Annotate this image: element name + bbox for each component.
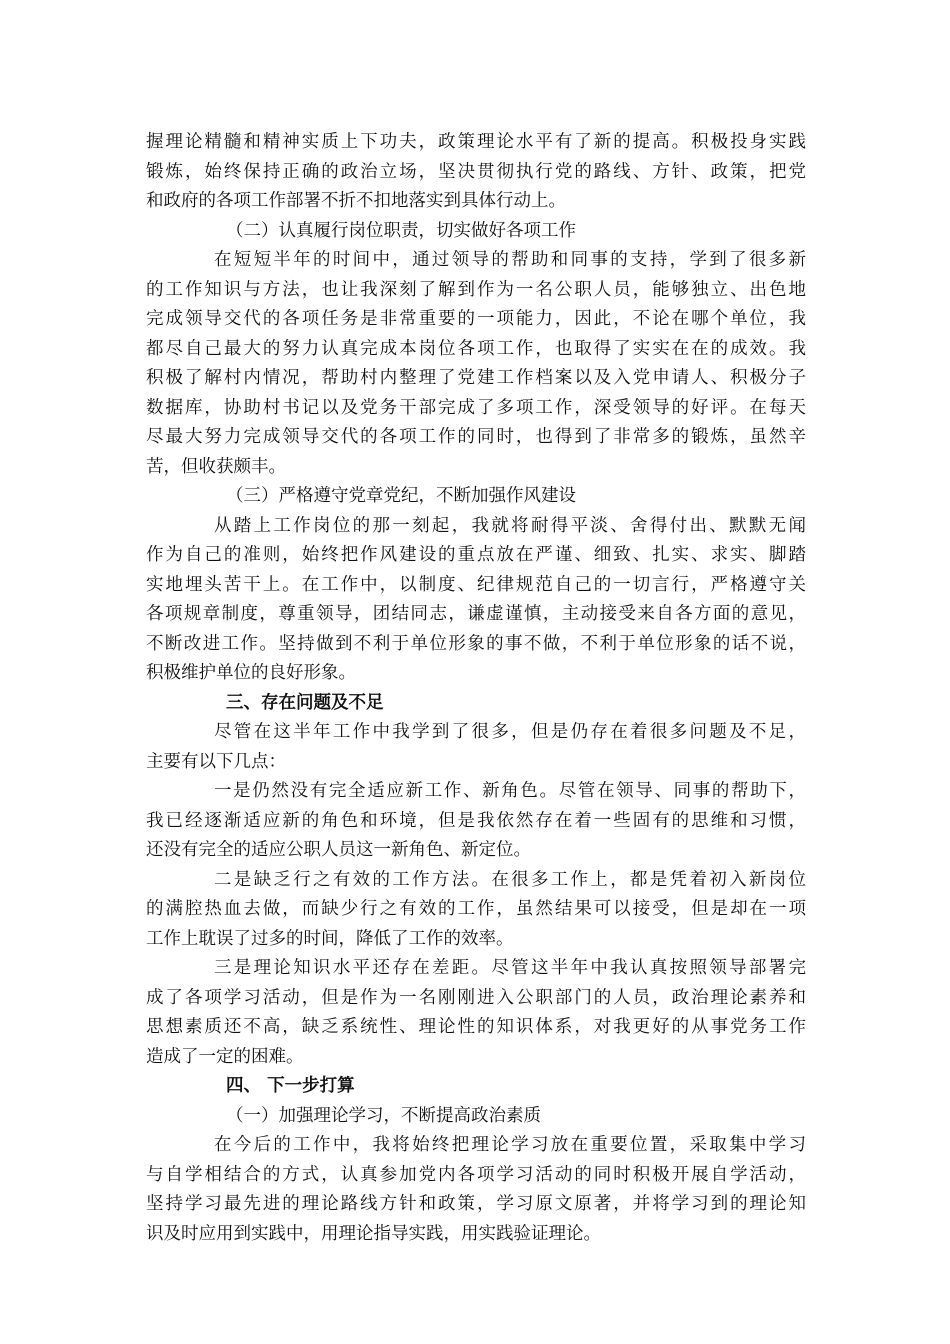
text-line: 的工作知识与方法，也让我深刻了解到作为一名公职人员，能够独立、出色地	[146, 279, 806, 300]
text-line: 识及时应用到实践中，用理论指导实践，用实践验证理论。	[146, 1223, 601, 1244]
text-line: 从踏上工作岗位的那一刻起，我就将耐得平淡、舍得付出、默默无闻	[214, 515, 806, 536]
text-line: 二是缺乏行之有效的工作方法。在很多工作上，都是凭着初入新岗位	[214, 869, 806, 890]
text-line: 都尽自己最大的努力认真完成本岗位各项工作，也取得了实实在在的成效。我	[146, 338, 806, 359]
text-line: 各项规章制度，尊重领导，团结同志，谦虚谨慎，主动接受来自各方面的意见，	[146, 604, 806, 624]
text-line: 三是理论知识水平还存在差距。尽管这半年中我认真按照领导部署完	[214, 958, 806, 978]
text-line: 尽管在这半年工作中我学到了很多，但是仍存在着很多问题及不足，	[214, 722, 806, 742]
text-line: 数据库，协助村书记以及党务干部完成了多项工作，深受领导的好评。在每天	[146, 397, 806, 418]
text-line: 与自学相结合的方式，认真参加党内各项学习活动的同时积极开展自学活动，	[146, 1164, 806, 1185]
section-heading: 四、 下一步打算	[226, 1076, 355, 1096]
text-line: 在短短半年的时间中，通过领导的帮助和同事的支持，学到了很多新	[214, 250, 806, 270]
text-line: 锻炼，始终保持正确的政治立场，坚决贯彻执行党的路线、方针、政策，把党	[146, 161, 806, 182]
text-line: 成了各项学习活动，但是作为一名刚刚进入公职部门的人员，政治理论素养和	[146, 987, 806, 1008]
text-line: 完成领导交代的各项任务是非常重要的一项能力，因此，不论在哪个单位，我	[146, 309, 806, 329]
text-line: 还没有完全的适应公职人员这一新角色、新定位。	[146, 840, 531, 860]
text-line: 工作上耽误了过多的时间，降低了工作的效率。	[146, 928, 514, 949]
text-line: 一是仍然没有完全适应新工作、新角色。尽管在领导、同事的帮助下，	[214, 781, 806, 801]
document-body	[146, 128, 806, 1249]
text-line: 思想素质还不高，缺乏系统性、理论性的知识体系，对我更好的从事党务工作	[146, 1017, 806, 1037]
text-line: 主要有以下几点：	[146, 751, 286, 772]
text-line: 的满腔热血去做，而缺少行之有效的工作，虽然结果可以接受，但是却在一项	[146, 899, 806, 919]
text-line: 尽最大努力完成领导交代的各项工作的同时，也得到了非常多的锻炼，虽然辛	[146, 427, 806, 447]
text-line: 作为自己的准则，始终把作风建设的重点放在严谨、细致、扎实、求实、脚踏	[146, 545, 806, 565]
text-line: （三）严格遵守党章党纪，不断加强作风建设	[226, 486, 576, 506]
section-heading: 三、存在问题及不足	[226, 692, 384, 713]
text-line: 积极维护单位的良好形象。	[146, 663, 356, 683]
text-line: （一）加强理论学习，不断提高政治素质	[226, 1105, 541, 1126]
text-line: 和政府的各项工作部署不折不扣地落实到具体行动上。	[146, 191, 566, 211]
text-line: 不断改进工作。坚持做到不利于单位形象的事不做，不利于单位形象的话不说，	[146, 633, 806, 654]
text-line: 积极了解村内情况，帮助村内整理了党建工作档案以及入党申请人、积极分子	[146, 368, 806, 388]
text-line: 实地埋头苦干上。在工作中，以制度、纪律规范自己的一切言行，严格遵守关	[146, 574, 806, 595]
text-line: 我已经逐渐适应新的角色和环境，但是我依然存在着一些固有的思维和习惯，	[146, 810, 806, 831]
text-line: 坚持学习最先进的理论路线方针和政策，学习原文原著，并将学习到的理论知	[146, 1194, 806, 1214]
text-line: 握理论精髓和精神实质上下功夫，政策理论水平有了新的提高。积极投身实践	[146, 132, 806, 152]
text-line: 造成了一定的困难。	[146, 1046, 304, 1067]
text-line: （二）认真履行岗位职责，切实做好各项工作	[226, 220, 576, 241]
text-line: 苦，但收获颇丰。	[146, 456, 286, 477]
text-line: 在今后的工作中，我将始终把理论学习放在重要位置，采取集中学习	[214, 1135, 806, 1155]
